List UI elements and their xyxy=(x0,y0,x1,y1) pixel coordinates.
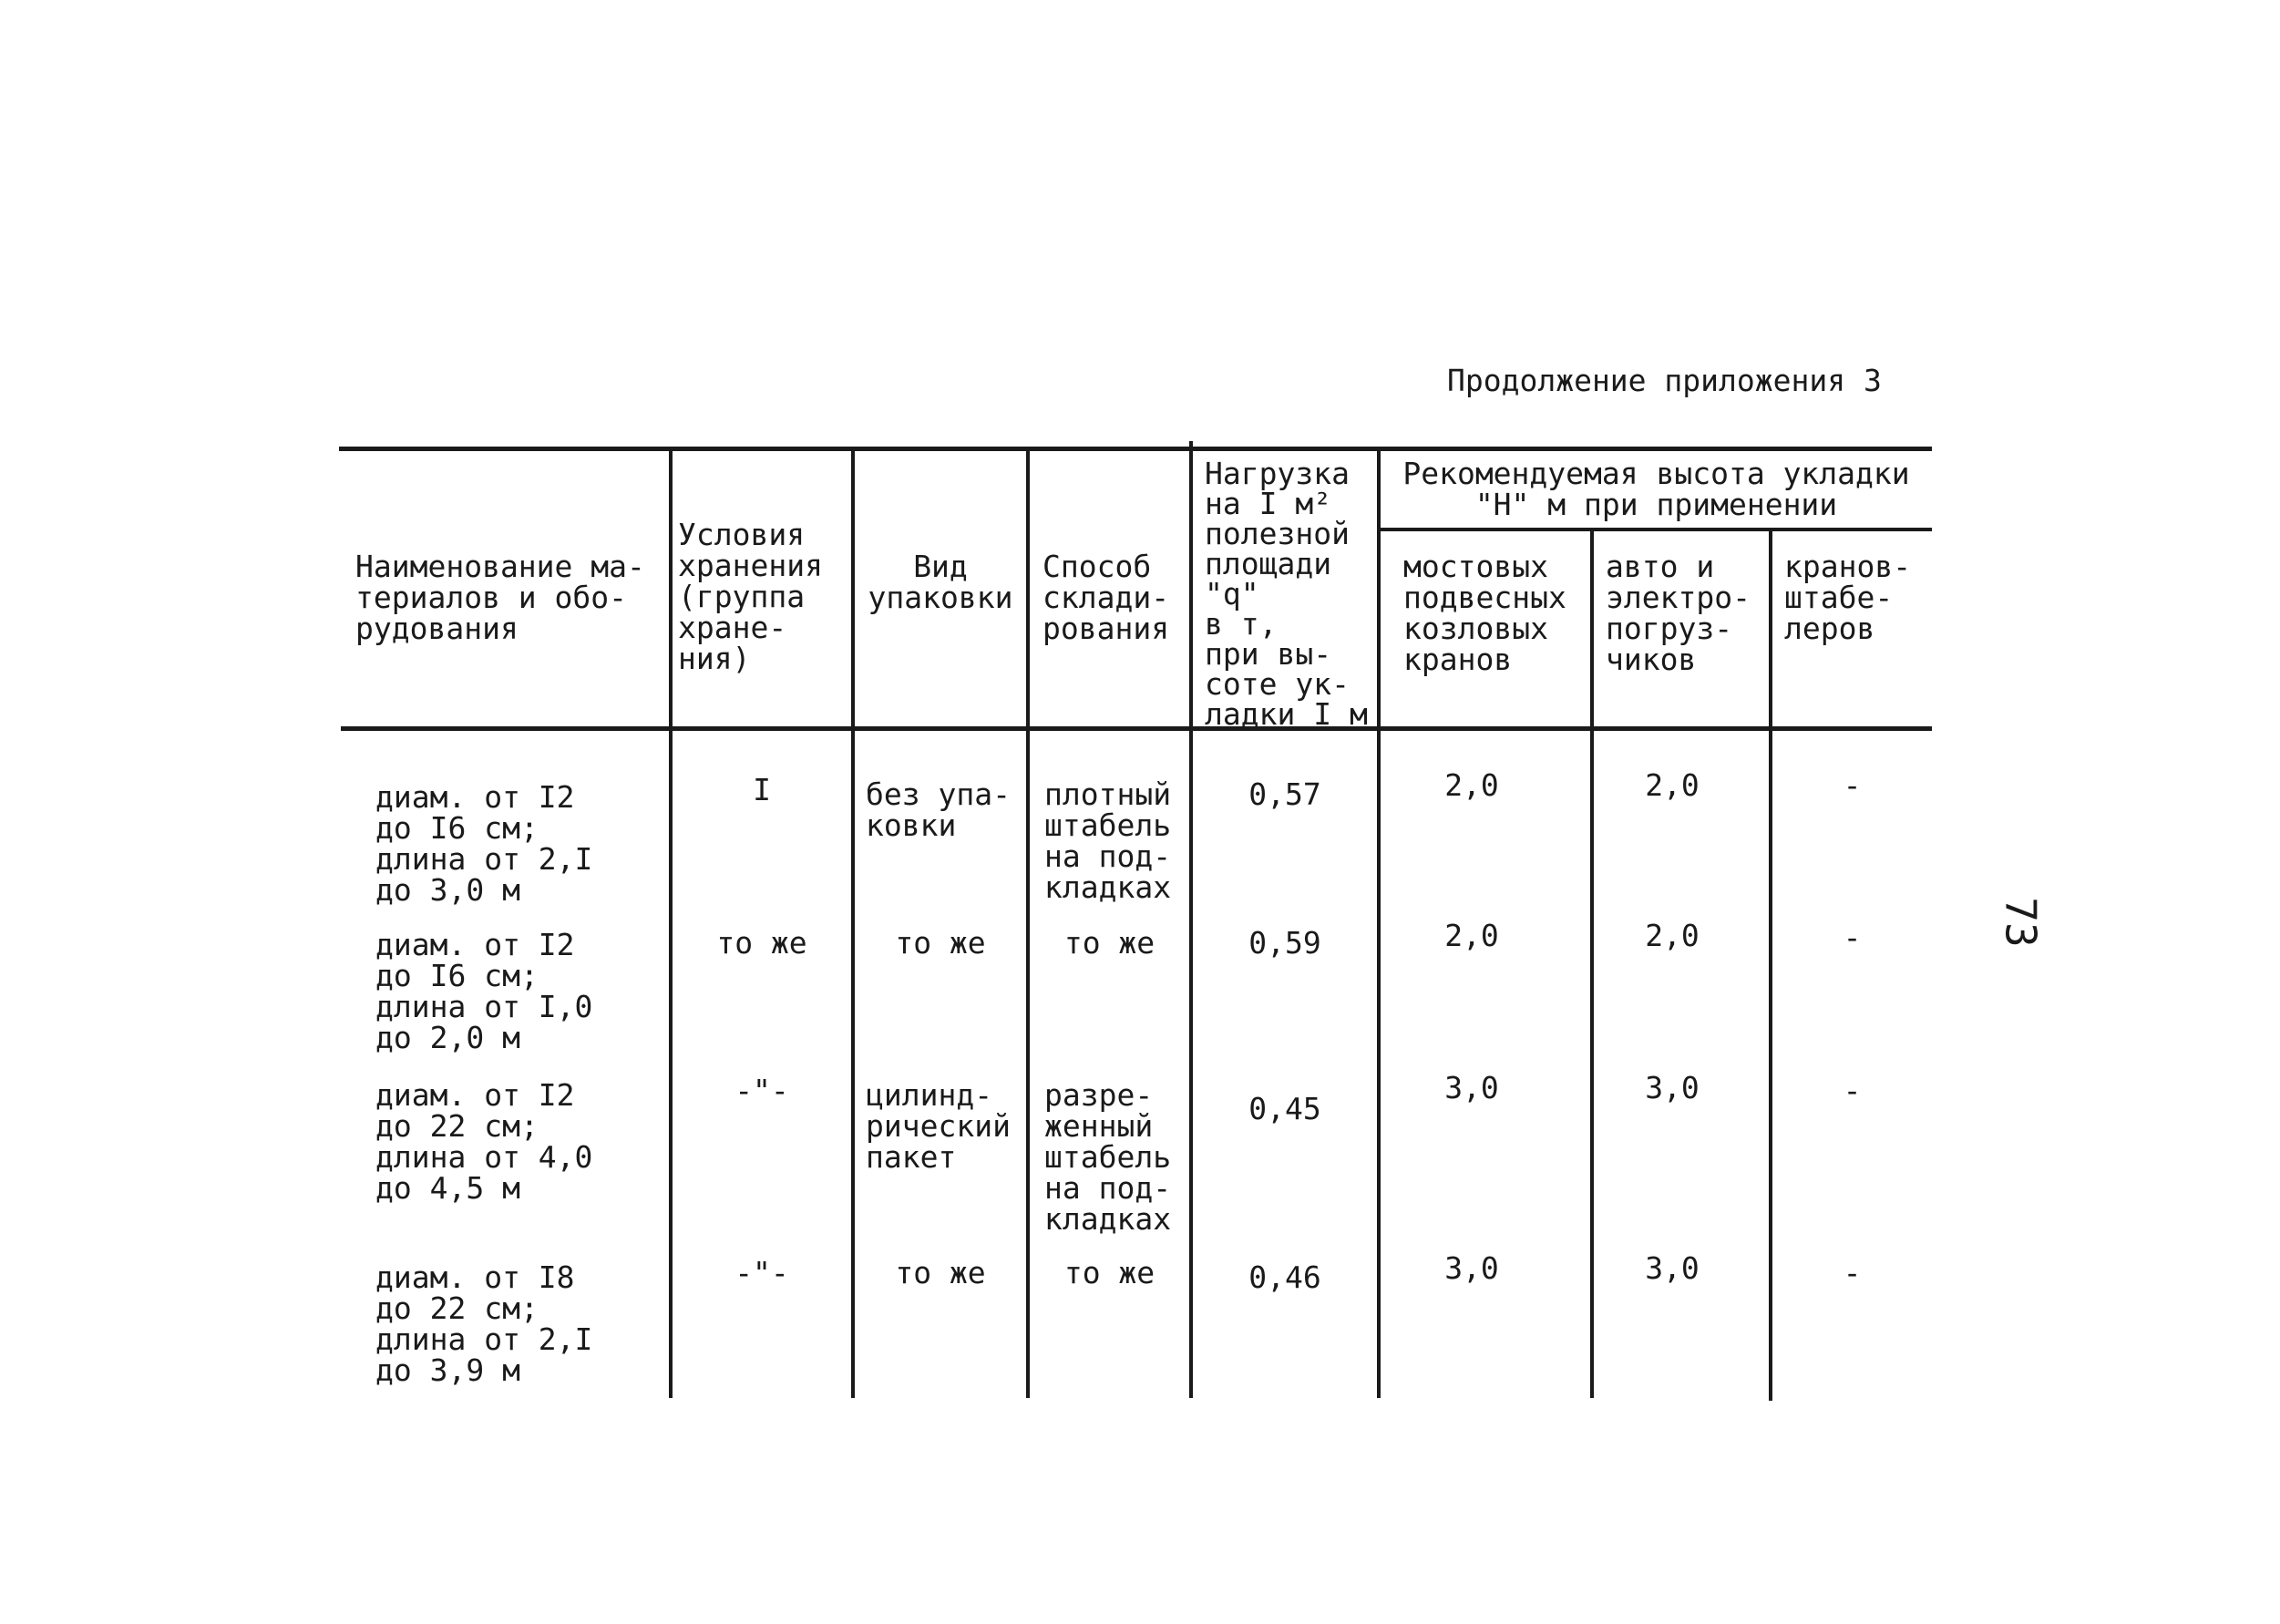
table-row-2-cranes: 2,0 xyxy=(1444,918,1499,953)
table-row-3-stackers: - xyxy=(1843,1073,1862,1108)
header-loaders: авто и электро- погруз- чиков xyxy=(1606,549,1751,677)
table-row-4-storage: -"- xyxy=(734,1255,789,1290)
page-number: 73 xyxy=(1996,897,2046,948)
table-row-2-load: 0,59 xyxy=(1248,925,1321,961)
table-row-3-load: 0,45 xyxy=(1248,1091,1321,1126)
table-row-2-storage: то же xyxy=(716,925,807,961)
table-row-3-method: разре- женный штабель на под- кладках xyxy=(1044,1077,1172,1237)
table-row-2-packaging: то же xyxy=(895,925,986,961)
table-row-1-packaging: без упа- ковки xyxy=(866,776,1011,843)
table-row-4-name: диам. от I8 до 22 см; длина от 2,I до 3,9 м xyxy=(375,1259,593,1388)
table-row-3-name: диам. от I2 до 22 см; длина от 4,0 до 4,5 м xyxy=(375,1077,593,1206)
table-row-4-stackers: - xyxy=(1843,1255,1862,1290)
table-row-3-packaging: цилинд- рический пакет xyxy=(866,1077,1011,1175)
header-packaging: Вид упаковки xyxy=(868,549,1013,615)
table-row-2-method: то же xyxy=(1063,925,1155,961)
table-row-1-loaders: 2,0 xyxy=(1645,767,1700,803)
table-row-4-cranes: 3,0 xyxy=(1444,1250,1499,1286)
header-cranes: мостовых подвесных козловых кранов xyxy=(1403,549,1566,677)
table-row-3-cranes: 3,0 xyxy=(1444,1070,1499,1105)
column-divider xyxy=(1026,450,1030,1398)
table-top-rule xyxy=(339,447,1932,451)
table-row-4-packaging: то же xyxy=(895,1255,986,1290)
table-row-1-storage: I xyxy=(753,772,771,807)
table-row-1-load: 0,57 xyxy=(1248,776,1321,812)
header-bottom-rule xyxy=(341,726,1932,731)
page-caption: Продолжение приложения 3 xyxy=(1447,363,1882,398)
table-row-4-method: то же xyxy=(1063,1255,1155,1290)
table-row-1-cranes: 2,0 xyxy=(1444,767,1499,803)
table-row-4-load: 0,46 xyxy=(1248,1259,1321,1295)
header-name: Наименование ма- териалов и обо- рудования xyxy=(355,549,645,646)
table-row-3-loaders: 3,0 xyxy=(1645,1070,1700,1105)
header-height-group: Рекомендуемая высота укладки "Н" м при применении xyxy=(1402,456,1910,522)
header-storage: Условия хранения (группа хране- ния) xyxy=(678,517,823,676)
table-row-2-name: диам. от I2 до I6 см; длина от I,0 до 2,0 м xyxy=(375,927,593,1055)
table-row-3-storage: -"- xyxy=(734,1073,789,1108)
table-row-1-name: диам. от I2 до I6 см; длина от 2,I до 3,0 м xyxy=(375,779,593,908)
header-load: Нагрузка на I м² полезной площади "q" в т, при вы- соте ук- ладки I м xyxy=(1205,456,1368,732)
table-row-2-stackers: - xyxy=(1843,920,1862,955)
column-divider xyxy=(1189,441,1193,1398)
height-group-rule xyxy=(1378,528,1932,531)
header-stackers: кранов- штабе- леров xyxy=(1784,549,1912,646)
table-row-4-loaders: 3,0 xyxy=(1645,1250,1700,1286)
header-method: Способ склади- рования xyxy=(1042,549,1170,646)
table-row-1-method: плотный штабель на под- кладках xyxy=(1044,776,1172,905)
table-row-2-loaders: 2,0 xyxy=(1645,918,1700,953)
table-row-1-stackers: - xyxy=(1843,767,1862,803)
